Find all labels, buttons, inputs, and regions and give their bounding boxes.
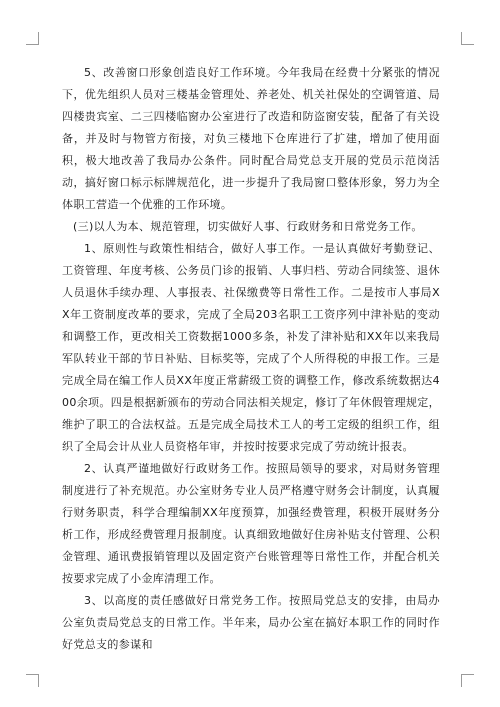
document-body: [62, 62, 440, 656]
paragraph-personnel-work: 1、原则性与政策性相结合，做好人事工作。一是认真做好考勤登记、工资管理、年度考核、公务员门诊的报销、人事归档、劳动合同续签、退休人员退休手续办理、人事报表、社保缴费等日常性工作。二是按市人事局XX年工资制度改革的要求，完成了全局203名职工工资序列中津补贴的变动和调整工作，更改相关工资数据1000多条，补发了津补贴和XX年以来我局军队转业干部的节日补贴、目标奖等，完成了个人所得税的申报工作。三是完成全局在编工作人员XX年度正常薪级工资的调整工作，修改系统数据达400余项。四是根据新颁布的劳动合同法相关规定，修订了年休假管理规定，维护了职工的合法权益。五是完成全局技术工人的考工定级的组织工作，组织了全局会计从业人员资格年审，并按时按要求完成了劳动统计报表。: [62, 242, 440, 453]
paragraph-improve-window-image: 5、改善窗口形象创造良好工作环境。今年我局在经费十分紧张的情况下，优先组织人员对三楼基金管理处、养老处、机关社保处的空调管道、局四楼贵宾室、二三四楼临窗办公室进行了改造和防盗窗安装，配备了有关设备，并及时与物管方衔接，对负三楼地下仓库进行了扩建，增加了使用面积，极大地改善了我局办公条件。同时配合局党总支开展的党员示范岗活动，搞好窗口标示标牌规范化，进一步提升了我局窗口整体形象，努力为全体职工营造一个优雅的工作环境。: [62, 66, 440, 211]
crop-mark-top-left: [26, 32, 39, 45]
paragraph-finance-work: 2、认真严谨地做好行政财务工作。按照局领导的要求，对局财务管理制度进行了补充规范。办公室财务专业人员严格遵守财务会计制度，认真履行财务职责，科学合理编制XX年度预算，加强经费管理，积极开展财务分析工作，形成经费管理月报制度。认真细致地做好住房补贴支付管理、公积金管理、通讯费报销管理以及固定资产台账管理等日常性工作，并配合机关按要求完成了小金库清理工作。: [62, 462, 440, 585]
section-heading-people-oriented: (三)以人为本、规范管理，切实做好人事、行政财务和日常党务工作。: [73, 220, 423, 233]
crop-mark-bottom-left: [26, 674, 39, 687]
crop-mark-top-right: [461, 32, 474, 45]
crop-mark-bottom-right: [461, 674, 474, 687]
paragraph-party-work: 3、以高度的责任感做好日常党务工作。按照局党总支的安排，由局办公室负责局党总支的日常工作。半年来，局办公室在搞好本职工作的同时作好党总支的参谋和: [62, 594, 440, 651]
